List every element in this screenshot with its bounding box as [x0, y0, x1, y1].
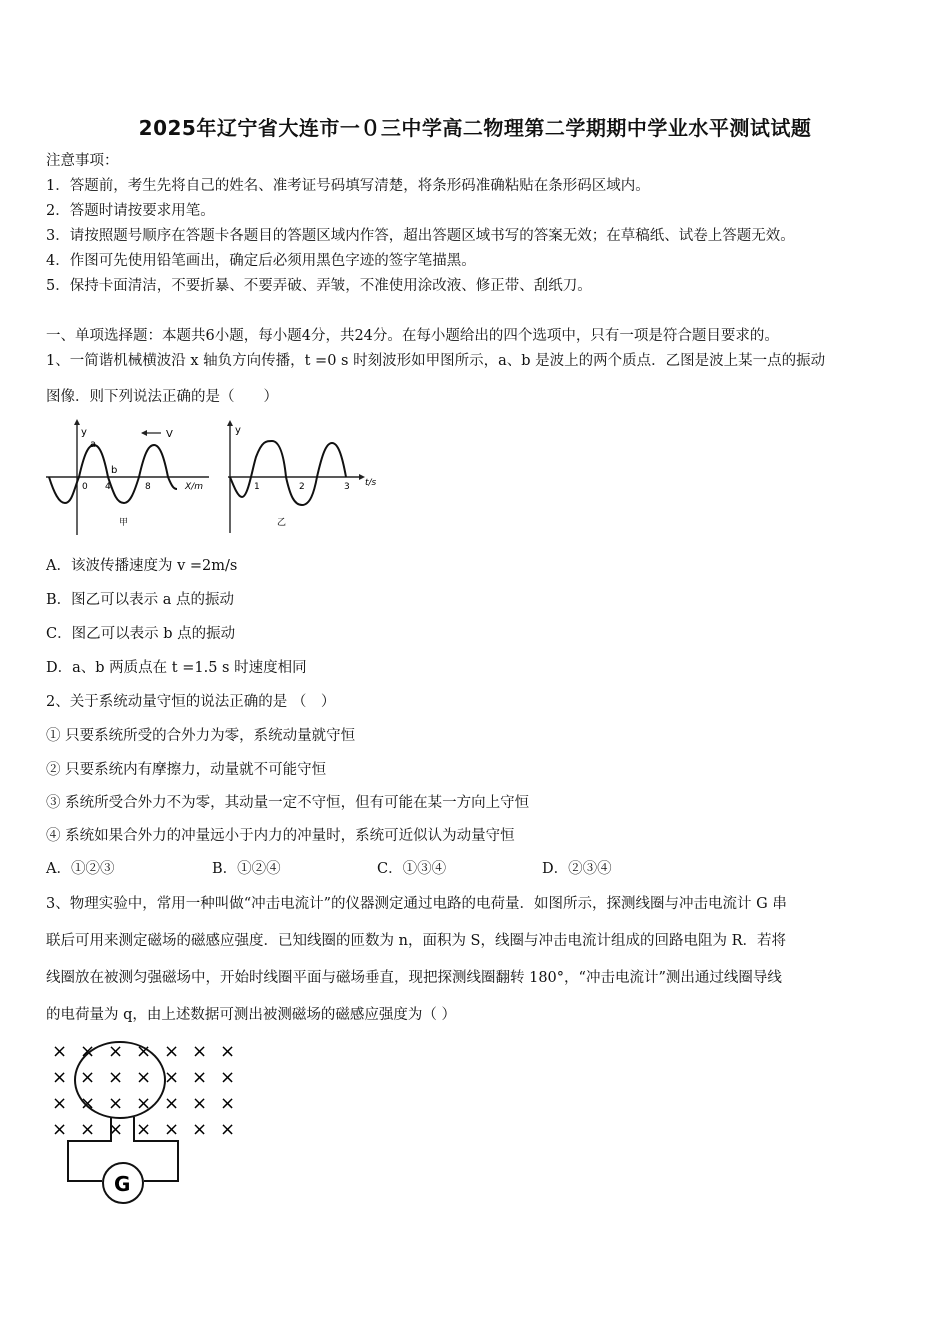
field-cross: ×: [192, 1093, 208, 1114]
q2-option-b: B．①②④: [212, 861, 281, 877]
q2-stem: 2、关于系统动量守恒的说法正确的是 （ ）: [46, 694, 336, 710]
notice-item: 4．作图可先使用铅笔画出，确定后必须用黑色字迹的签字笔描黑。: [46, 253, 476, 269]
notice-item: 1．答题前，考生先将自己的姓名、准考证号码填写清楚，将条形码准确粘贴在条形码区域内。: [46, 178, 650, 194]
field-cross: ×: [220, 1041, 236, 1062]
field-cross: ×: [52, 1119, 68, 1140]
figure-caption: 乙: [277, 518, 287, 528]
field-cross: ×: [164, 1093, 180, 1114]
point-a-label: a: [90, 439, 97, 450]
galvanometer-label: G: [114, 1172, 131, 1196]
field-cross: ×: [80, 1067, 96, 1088]
field-cross: ×: [52, 1067, 68, 1088]
q1-option-a: A．该波传播速度为 v =2m/s: [46, 558, 238, 574]
notice-item: 5．保持卡面清洁，不要折暴、不要弄破、弄皱，不准使用涂改液、修正带、刮纸刀。: [46, 278, 592, 294]
velocity-label: V: [166, 429, 173, 440]
y-axis-arrow: [74, 419, 80, 425]
field-cross: ×: [164, 1067, 180, 1088]
notice-item: 2．答题时请按要求用笔。: [46, 203, 215, 219]
velocity-arrow-head: [141, 430, 147, 436]
field-cross: ×: [80, 1119, 96, 1140]
field-cross: ×: [192, 1041, 208, 1062]
tick-label: 2: [299, 482, 305, 492]
point-b-label: b: [111, 465, 118, 476]
field-cross: ×: [164, 1119, 180, 1140]
q1-option-b: B．图乙可以表示 a 点的振动: [46, 592, 235, 608]
tick-label: 0: [82, 482, 88, 492]
q2-option-d: D．②③④: [542, 861, 612, 877]
field-cross: ×: [220, 1093, 236, 1114]
field-cross: ×: [192, 1119, 208, 1140]
tick-label: 8: [145, 482, 151, 492]
q2-statement: ④ 系统如果合外力的冲量远小于内力的冲量时，系统可近似认为动量守恒: [46, 828, 515, 844]
y-label: y: [81, 427, 87, 438]
q3-stem-line: 联后可用来测定磁场的磁感应强度．已知线圈的匝数为 n，面积为 S，线圈与冲击电流计组成的回路电阻为 R．若将: [46, 933, 787, 949]
field-cross: ×: [136, 1041, 152, 1062]
figure-caption: 甲: [119, 518, 129, 528]
field-cross: ×: [192, 1067, 208, 1088]
q3-stem-line: 3、物理实验中，常用一种叫做“冲击电流计”的仪器测定通过电路的电荷量．如图所示，探测线圈与冲击电流计 G 串: [46, 896, 787, 912]
y-label: y: [235, 425, 241, 436]
coil-field-figure: [44, 1035, 244, 1207]
notice-heading: 注意事项：: [46, 153, 119, 169]
field-cross: ×: [80, 1093, 96, 1114]
q2-statement: ① 只要系统所受的合外力为零，系统动量就守恒: [46, 728, 356, 744]
tick-label: 4: [105, 482, 111, 492]
field-cross: ×: [52, 1093, 68, 1114]
field-cross: ×: [136, 1119, 152, 1140]
magnetic-field-crosses: [52, 1041, 235, 1140]
q3-stem-line: 线圈放在被测匀强磁场中，开始时线圈平面与磁场垂直，现把探测线圈翻转 180°，“冲击电流计”测出通过线圈导线: [46, 970, 782, 986]
section-heading: 一、单项选择题：本题共6小题，每小题4分，共24分。在每小题给出的四个选项中，只有一项是符合题目要求的。: [46, 328, 779, 344]
field-cross: ×: [108, 1041, 124, 1062]
q1-stem-line1: 1、一简谐机械横波沿 x 轴负方向传播，t =0 s 时刻波形如甲图所示，a、b 是波上的两个质点．乙图是波上某一点的振动: [46, 353, 826, 369]
y-axis-arrow: [227, 420, 233, 426]
wave-figure-jia: [44, 415, 214, 540]
field-cross: ×: [52, 1041, 68, 1062]
t-label: t/s: [365, 478, 377, 488]
notice-item: 3．请按照题号顺序在答题卡各题目的答题区域内作答，超出答题区域书写的答案无效；在草稿纸、试卷上答题无效。: [46, 228, 795, 244]
tick-label: 1: [254, 482, 260, 492]
field-cross: ×: [80, 1041, 96, 1062]
q2-statement: ③ 系统所受合外力不为零，其动量一定不守恒，但有可能在某一方向上守恒: [46, 795, 530, 811]
field-cross: ×: [108, 1119, 124, 1140]
q2-option-a: A．①②③: [46, 861, 115, 877]
q3-stem-line: 的电荷量为 q，由上述数据可测出被测磁场的磁感应强度为（ ）: [46, 1007, 456, 1023]
field-cross: ×: [220, 1119, 236, 1140]
x-label: X/m: [185, 482, 203, 492]
q1-option-c: C．图乙可以表示 b 点的振动: [46, 626, 236, 642]
field-cross: ×: [136, 1093, 152, 1114]
field-cross: ×: [108, 1093, 124, 1114]
q1-stem-line2: 图像．则下列说法正确的是（ ）: [46, 389, 278, 405]
vibration-curve: [230, 441, 346, 505]
field-cross: ×: [164, 1041, 180, 1062]
q1-option-d: D．a、b 两质点在 t =1.5 s 时速度相同: [46, 660, 307, 676]
q2-statement: ② 只要系统内有摩擦力，动量就不可能守恒: [46, 762, 327, 778]
tick-label: 3: [344, 482, 350, 492]
vibration-figure-yi: [222, 415, 387, 540]
q2-option-c: C．①③④: [377, 861, 447, 877]
page-title: 2025年辽宁省大连市一０三中学高二物理第二学期期中学业水平测试试题: [138, 116, 812, 140]
field-cross: ×: [108, 1067, 124, 1088]
field-cross: ×: [220, 1067, 236, 1088]
field-cross: ×: [136, 1067, 152, 1088]
